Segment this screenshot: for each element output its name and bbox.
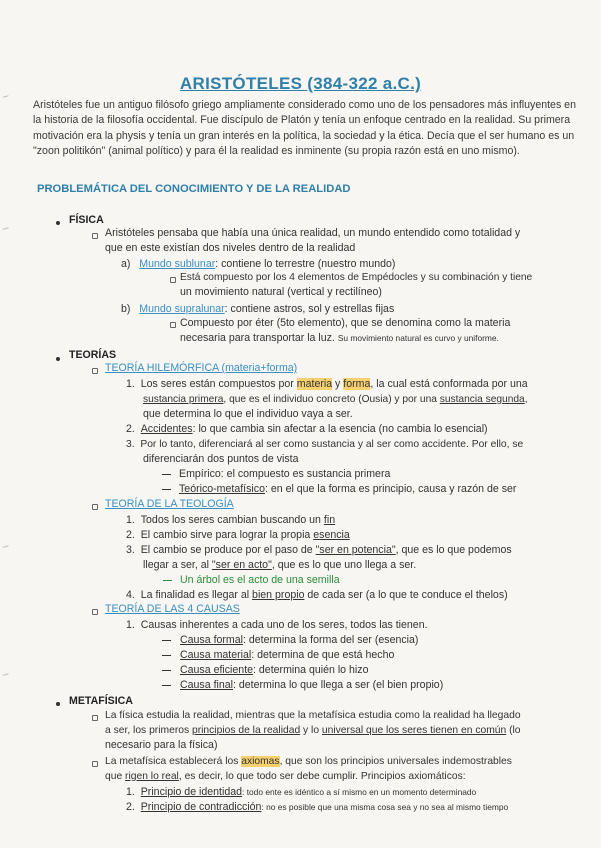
item-text: Por lo tanto, diferenciará al ser como sustancia y al ser como accidente. Por ello, se [140, 439, 524, 450]
principio-identidad [126, 785, 476, 800]
term-principio-contradiccion: Principio de contradicción [140, 801, 262, 813]
term-mundo-sublunar: Mundo sublunar [139, 258, 216, 270]
teologia-item-2 [126, 528, 350, 543]
highlight-axiomas: axiomas [241, 756, 280, 767]
page-title: ARISTÓTELES (384-322 a.C.) [179, 74, 422, 93]
item-text: , que es lo que uno llega a ser. [271, 559, 417, 571]
teologia-item-4 [126, 588, 508, 603]
highlight-materia: materia [296, 378, 333, 390]
bullet-icon [56, 357, 60, 361]
causa-final [180, 678, 443, 693]
intro-paragraph: Aristóteles fue un antiguo filósofo griego ampliamente considerado como uno de los pensadores más influyentes en la historia de la filosofía occidental. Fue discípulo de Platón y tenía un enfoque centrado en la realidad. Su primera motivación era la physis y tenía un gran interés en la política, la sociedad y la ética. Decía que el ser humano es un "zoon politikón" (animal político) y para él la realidad es inminente (su propia razón está en uno mismo). [33, 99, 576, 158]
dash-bullet-icon [163, 580, 172, 581]
metafisica-line [105, 723, 521, 738]
viewpoint-empirico: Empírico: el compuesto es sustancia primera [179, 468, 391, 480]
term-ser-en-acto: "ser en acto" [211, 559, 272, 571]
teologia-item-1 [126, 513, 335, 528]
metafisica-line: La física estudia la realidad, mientras que la metafísica estudia como la realidad ha llegado [105, 710, 521, 721]
teorias-heading: TEORÍAS [69, 349, 117, 361]
list-marker: b) [121, 303, 131, 315]
square-bullet-icon [92, 504, 98, 510]
item-text: , que es lo que podemos [395, 544, 512, 556]
term-sustancia-segunda: sustancia segunda [439, 394, 525, 405]
term-mundo-supralunar: Mundo supralunar [139, 303, 225, 315]
item-text: y lo [300, 725, 322, 736]
term-accidentes: Accidentes [140, 423, 193, 435]
item-text: de cada ser (a lo que te conduce el thelos) [304, 589, 508, 601]
margin-mark [3, 227, 10, 232]
hilemorfica-item-1 [126, 377, 528, 392]
term-causa-final: Causa final [180, 679, 233, 691]
item-text: : determina de que está hecho [251, 649, 395, 661]
hilemorfica-item-2 [126, 422, 488, 437]
section-heading: PROBLEMÁTICA DEL CONOCIMIENTO Y DE LA REALIDAD [37, 183, 351, 195]
sub-item-line: Está compuesto por los 4 elementos de Empédocles y su combinación y tiene [180, 272, 533, 283]
term-teorico-metafisico: Teórico-metafísico [179, 483, 265, 495]
term-causa-material: Causa material [180, 649, 252, 661]
dash-bullet-icon [162, 670, 171, 671]
square-bullet-icon [92, 715, 98, 721]
fisica-line: Aristóteles pensaba que había una única realidad, un mundo entendido como totalidad y [105, 227, 521, 239]
item-number: 3. [126, 439, 135, 450]
metafisica-line [105, 769, 466, 784]
margin-mark [3, 545, 10, 550]
item-text: , la cual está conformada por una [370, 378, 528, 390]
item-text: (lo [506, 725, 521, 736]
sub-item-small-text: Su movimiento natural es curvo y uniforme. [337, 333, 499, 343]
item-text: La metafísica establecerá los [105, 756, 242, 767]
bullet-icon [56, 221, 60, 225]
metafisica-line: necesario para la física) [105, 739, 218, 751]
metafisica-line [105, 754, 512, 769]
bullet-icon [56, 702, 60, 706]
sub-item-line: Compuesto por éter (5to elemento), que se denomina como la materia [180, 317, 511, 329]
hilemorfica-heading: TEORÍA HILEMÓRFICA (materia+forma) [105, 362, 298, 374]
item-number: 1. [126, 378, 135, 390]
viewpoint-teorico [179, 482, 516, 497]
square-bullet-icon [92, 761, 98, 767]
term-universal: universal que los seres tienen en común [321, 725, 507, 736]
item-text: a ser, los primeros [105, 725, 192, 736]
teologia-item-3 [126, 543, 512, 558]
item-number: 1. [126, 514, 135, 526]
item-text: llegar a ser, al [143, 559, 212, 571]
causas-item-1 [126, 618, 428, 633]
teologia-example: Un árbol es el acto de una semilla [180, 574, 340, 586]
square-bullet-icon [170, 322, 176, 328]
term-causa-formal: Causa formal [180, 634, 243, 646]
dash-bullet-icon [162, 655, 171, 656]
causas-heading: TEORÍA DE LAS 4 CAUSAS [105, 603, 240, 615]
term-definition: : contiene lo terrestre (nuestro mundo) [215, 258, 396, 270]
term-causa-eficiente: Causa eficiente [180, 664, 254, 676]
term-ser-en-potencia: "ser en potencia" [315, 544, 396, 556]
causa-eficiente [180, 663, 368, 678]
highlight-forma: forma [343, 378, 371, 390]
list-marker: a) [121, 258, 131, 270]
hilemorfica-item-1-cont [143, 392, 528, 407]
term-rigen-lo-real: rigen lo real [125, 771, 179, 782]
item-text: : lo que cambia sin afectar a la esencia (no cambia lo esencial) [192, 423, 488, 435]
item-text: Los seres están compuestos por [140, 378, 297, 390]
square-bullet-icon [92, 368, 98, 374]
dash-bullet-icon [162, 489, 171, 490]
item-text: que [105, 771, 126, 782]
list-item-b [121, 302, 394, 317]
item-text: , es decir, lo que todo ser debe cumplir. Principios axiomáticos: [178, 771, 466, 782]
item-text: : determina la forma del ser (esencia) [243, 634, 419, 646]
item-number: 1. [126, 619, 135, 631]
term-bien-propio: bien propio [252, 589, 305, 601]
hilemorfica-item-3 [126, 437, 523, 452]
square-bullet-icon [92, 609, 98, 615]
margin-mark [3, 95, 10, 100]
teologia-item-3-cont [143, 558, 416, 573]
dash-bullet-icon [162, 640, 171, 641]
causa-formal [180, 633, 418, 648]
item-text: Causas inherentes a cada uno de los seres, todos las tienen. [140, 619, 428, 631]
item-number: 3. [126, 544, 135, 556]
term-principios-realidad: principios de la realidad [191, 725, 301, 736]
item-text: El cambio se produce por el paso de [140, 544, 316, 556]
item-number: 2. [126, 529, 135, 541]
item-number: 2. [126, 423, 135, 435]
term-fin: fin [323, 514, 336, 526]
item-text: , [524, 394, 528, 405]
item-text: y [332, 378, 344, 390]
item-text: Todos los seres cambian buscando un [140, 514, 324, 526]
sub-item-line [180, 331, 499, 346]
causa-material [180, 648, 394, 663]
sub-item-line: un movimiento natural (vertical y rectilíneo) [180, 286, 382, 298]
item-text: , que son los principios universales indemostrables [279, 756, 512, 767]
item-number: 1. [126, 786, 135, 798]
term-principio-identidad: Principio de identidad [140, 786, 243, 798]
square-bullet-icon [170, 277, 176, 283]
metafisica-heading: METAFÍSICA [69, 695, 133, 707]
item-text: La finalidad es llegar al [140, 589, 253, 601]
term-sustancia-primera: sustancia primera [143, 394, 224, 405]
item-number: 2. [126, 801, 135, 813]
item-number: 4. [126, 589, 135, 601]
fisica-heading: FÍSICA [69, 214, 104, 226]
margin-mark [3, 673, 10, 678]
term-esencia: esencia [313, 529, 350, 541]
hilemorfica-item-1-cont: que determina lo que el individuo vaya a ser. [143, 408, 353, 420]
dash-bullet-icon [162, 474, 171, 475]
fisica-line: que en este existían dos niveles dentro de la realidad [105, 242, 356, 254]
item-text: : en el que la forma es principio, causa y razón de ser [264, 483, 517, 495]
teologia-heading: TEORÍA DE LA TEOLOGÍA [105, 498, 234, 510]
sub-item-text: necesaria para transportar la luz. [180, 332, 335, 344]
item-small-text: : todo ente es idéntico a sí mismo en un momento determinado [242, 787, 477, 797]
hilemorfica-item-3-cont: diferenciarán dos puntos de vista [143, 453, 299, 465]
dash-bullet-icon [162, 685, 171, 686]
principio-contradiccion [126, 800, 508, 815]
item-text: : determina quién lo hizo [253, 664, 369, 676]
item-text: , que es el individuo concreto (Ousia) y por una [223, 394, 440, 405]
item-text: : determina lo que llega a ser (el bien propio) [233, 679, 444, 691]
item-text: El cambio sirve para lograr la propia [140, 529, 314, 541]
item-small-text: : no es posible que una misma cosa sea y no sea al mismo tiempo [261, 802, 509, 812]
square-bullet-icon [92, 233, 98, 239]
term-definition: : contiene astros, sol y estrellas fijas [224, 303, 395, 315]
